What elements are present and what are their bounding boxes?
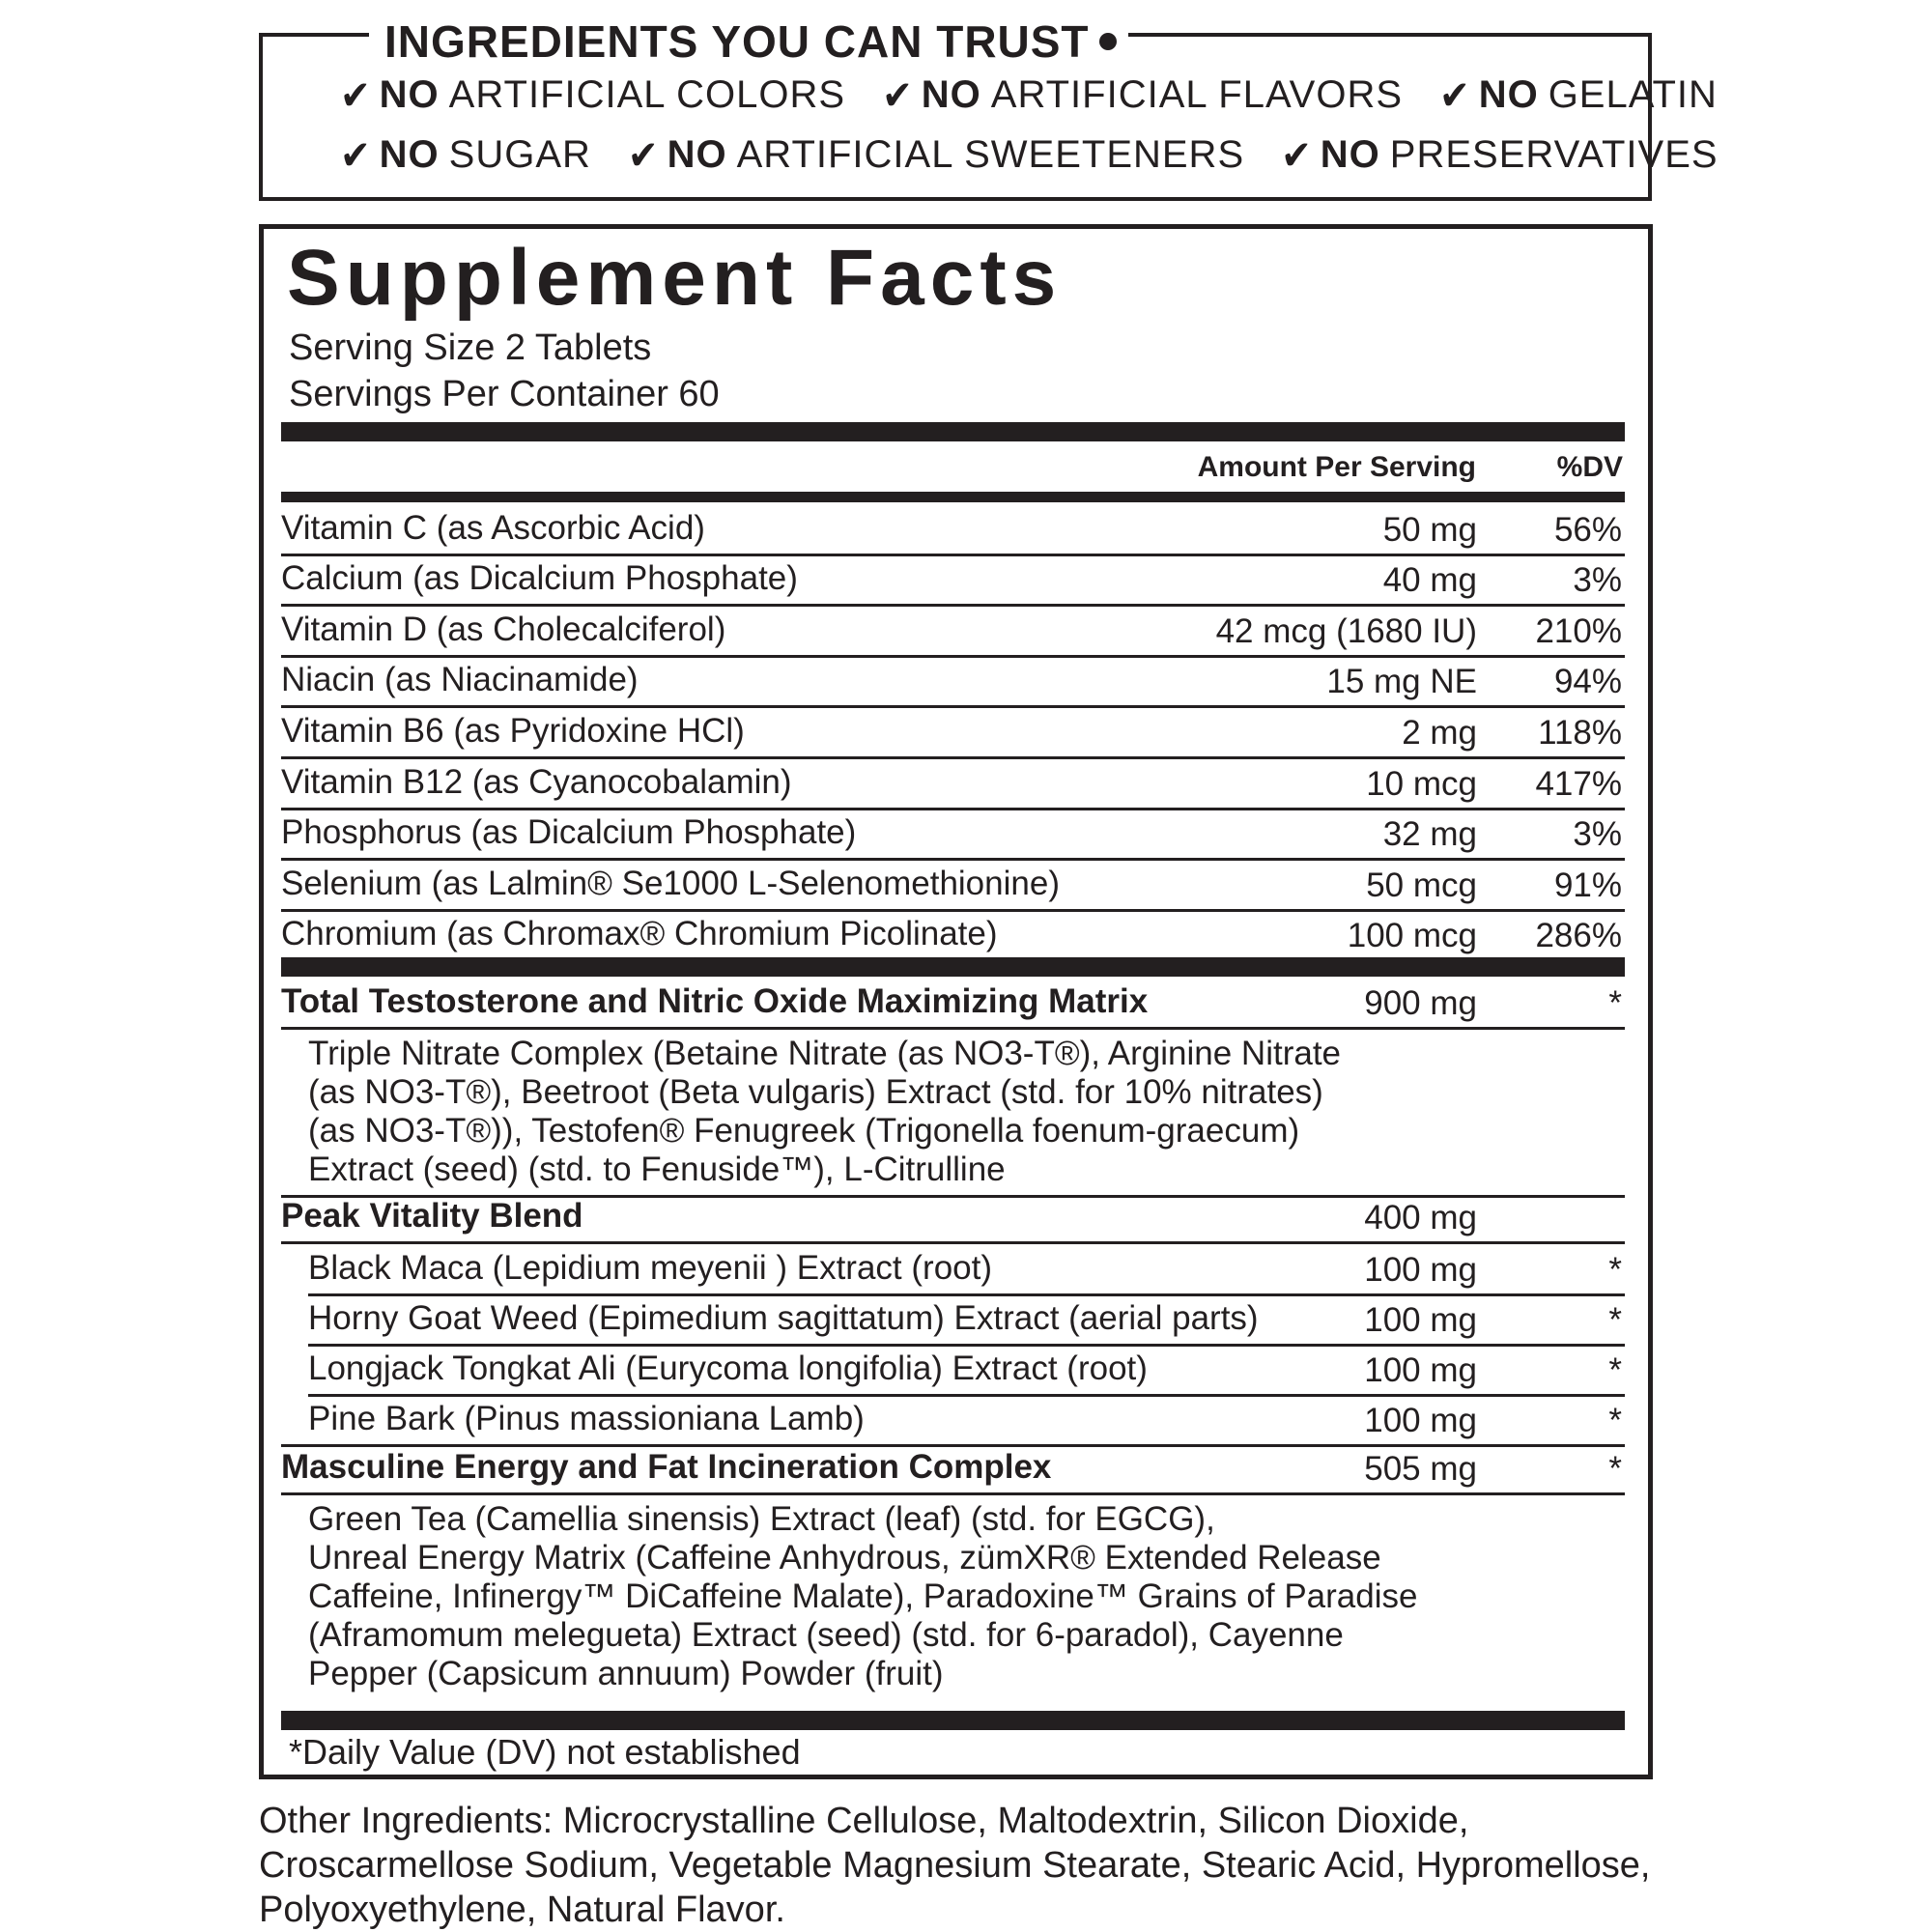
ingredient-name: Horny Goat Weed (Epimedium sagittatum) Extract (aerial parts) — [308, 1299, 1259, 1337]
nutrient-name: Vitamin B12 (as Cyanocobalamin) — [281, 762, 792, 801]
ingredient-dv: * — [1608, 1251, 1622, 1289]
nutrient-amount: 50 mcg — [1366, 866, 1477, 904]
ingredient-amount: 100 mg — [1364, 1301, 1477, 1339]
nutrient-row — [281, 808, 1625, 859]
other-ingredients: Other Ingredients: Microcrystalline Cellulose, Maltodextrin, Silicon Dioxide, Croscarmellose Sodium, Vegetable Magnesium Stearate, Stearic Acid, Hypromellose, Polyoxyethylene, Natural Flavor. — [259, 1801, 1651, 1930]
nutrient-row — [281, 604, 1625, 655]
thick-divider — [281, 422, 1625, 441]
checkmark-icon: ✔ — [627, 132, 660, 178]
nutrient-dv: 94% — [1553, 663, 1622, 701]
vitality-item-row — [281, 1293, 1625, 1344]
bullet-dot-icon — [1099, 33, 1117, 50]
nutrient-row — [281, 909, 1625, 960]
ingredient-name: Longjack Tongkat Ali (Eurycoma longifolia) Extract (root) — [308, 1350, 1148, 1387]
nutrient-amount: 50 mg — [1382, 510, 1477, 549]
claim-item: ✔ NO PRESERVATIVES — [1281, 132, 1719, 178]
amount-per-serving-header: Amount Per Serving — [1197, 451, 1476, 483]
nutrient-dv: 118% — [1538, 713, 1622, 752]
supplement-facts-title: Supplement Facts — [287, 234, 1063, 322]
nutrient-name: Vitamin B6 (as Pyridoxine HCl) — [281, 711, 745, 750]
nutrient-dv: 91% — [1553, 866, 1622, 904]
checkmark-icon: ✔ — [1281, 132, 1313, 178]
ingredients-trust-box — [259, 16, 1719, 201]
thick-divider — [281, 1711, 1625, 1730]
nutrient-amount: 42 mcg (1680 IU) — [1215, 611, 1477, 650]
matrix-ingredients: Triple Nitrate Complex (Betaine Nitrate (as NO3-T®), Arginine Nitrate (as NO3-T®), Beetroot (Beta vulgaris) Extract (std. for 10% nitrates) (as NO3-T®)), Testofen® Fenugreek (Trigonella foenum-graecum) Extract (seed) (std. to Fenuside™), L-Citrulline — [308, 1035, 1342, 1188]
nutrient-name: Calcium (as Dicalcium Phosphate) — [281, 559, 798, 598]
nutrient-amount: 40 mg — [1382, 561, 1477, 600]
checkmark-icon: ✔ — [1439, 72, 1471, 118]
ingredient-dv: * — [1608, 1402, 1622, 1439]
nutrient-dv: 210% — [1535, 611, 1622, 650]
dv-footnote: *Daily Value (DV) not established — [289, 1732, 801, 1772]
claim-item: ✔ NO ARTIFICIAL FLAVORS — [882, 72, 1404, 118]
nutrient-name: Vitamin C (as Ascorbic Acid) — [281, 508, 705, 547]
vitality-item-row — [281, 1394, 1625, 1444]
trust-claims-row-2 — [340, 131, 1755, 179]
checkmark-icon: ✔ — [882, 72, 914, 118]
nutrient-row — [281, 858, 1625, 909]
nutrient-name: Niacin (as Niacinamide) — [281, 661, 639, 699]
trust-title: INGREDIENTS YOU CAN TRUST — [369, 15, 1128, 68]
row-divider — [281, 1027, 1625, 1030]
nutrient-dv: 3% — [1573, 561, 1622, 600]
claim-item: ✔ NO ARTIFICIAL COLORS — [340, 72, 846, 118]
nutrient-dv: 3% — [1573, 815, 1622, 854]
serving-size: Serving Size 2 Tablets — [289, 327, 652, 368]
nutrient-amount: 32 mg — [1382, 815, 1477, 854]
nutrient-row — [281, 756, 1625, 808]
dv-header: %DV — [1556, 451, 1623, 483]
supplement-facts-panel — [259, 224, 1653, 1779]
medium-divider — [281, 492, 1625, 502]
ingredient-amount: 100 mg — [1364, 1251, 1477, 1289]
vitality-item-row — [281, 1344, 1625, 1394]
nutrient-name: Phosphorus (as Dicalcium Phosphate) — [281, 813, 857, 852]
matrix-row: Total Testosterone and Nitric Oxide Maximizing Matrix 900 mg * — [281, 982, 1622, 1022]
vitality-blend-row: Peak Vitality Blend 400 mg — [281, 1197, 1477, 1236]
servings-per-container: Servings Per Container 60 — [289, 374, 720, 414]
nutrient-amount: 10 mcg — [1366, 764, 1477, 803]
checkmark-icon: ✔ — [340, 72, 372, 118]
checkmark-icon: ✔ — [340, 132, 372, 178]
claim-item: ✔ NO ARTIFICIAL SWEETENERS — [627, 132, 1245, 178]
nutrient-row — [281, 502, 1625, 554]
nutrient-name: Chromium (as Chromax® Chromium Picolinate) — [281, 915, 998, 953]
thick-divider — [281, 957, 1625, 977]
nutrient-row — [281, 655, 1625, 706]
nutrient-dv: 56% — [1553, 510, 1622, 549]
energy-complex-row: Masculine Energy and Fat Incineration Complex 505 mg * — [281, 1448, 1622, 1488]
nutrient-dv: 417% — [1535, 764, 1622, 803]
claim-item: ✔ NO GELATIN — [1439, 72, 1718, 118]
ingredient-name: Black Maca (Lepidium meyenii ) Extract (root) — [308, 1249, 992, 1287]
trust-claims-row-1 — [340, 71, 1754, 119]
nutrient-amount: 2 mg — [1402, 713, 1477, 752]
nutrient-name: Vitamin D (as Cholecalciferol) — [281, 610, 726, 648]
ingredient-amount: 100 mg — [1364, 1351, 1477, 1389]
ingredient-dv: * — [1608, 1301, 1622, 1339]
nutrient-name: Selenium (as Lalmin® Se1000 L-Selenomethionine) — [281, 864, 1060, 902]
nutrient-row — [281, 554, 1625, 605]
nutrient-amount: 100 mcg — [1347, 917, 1477, 955]
ingredient-name: Pine Bark (Pinus massioniana Lamb) — [308, 1400, 865, 1437]
row-divider — [281, 1492, 1625, 1495]
energy-ingredients: Green Tea (Camellia sinensis) Extract (leaf) (std. for EGCG), Unreal Energy Matrix (Caffeine Anhydrous, zümXR® Extended Release Caffeine, Infinergy™ DiCaffeine Malate), Paradoxine™ Grains of Paradise (Aframomum melegueta) Extract (seed) (std. for 6-paradol), Cayenne Pepper (Capsicum annuum) Powder (fruit) — [308, 1500, 1418, 1692]
nutrient-amount: 15 mg NE — [1326, 663, 1477, 701]
nutrient-row — [281, 705, 1625, 756]
nutrient-dv: 286% — [1535, 917, 1622, 955]
ingredient-amount: 100 mg — [1364, 1402, 1477, 1439]
vitality-item-row — [281, 1243, 1625, 1293]
claim-item: ✔ NO SUGAR — [340, 132, 591, 178]
ingredient-dv: * — [1608, 1351, 1622, 1389]
